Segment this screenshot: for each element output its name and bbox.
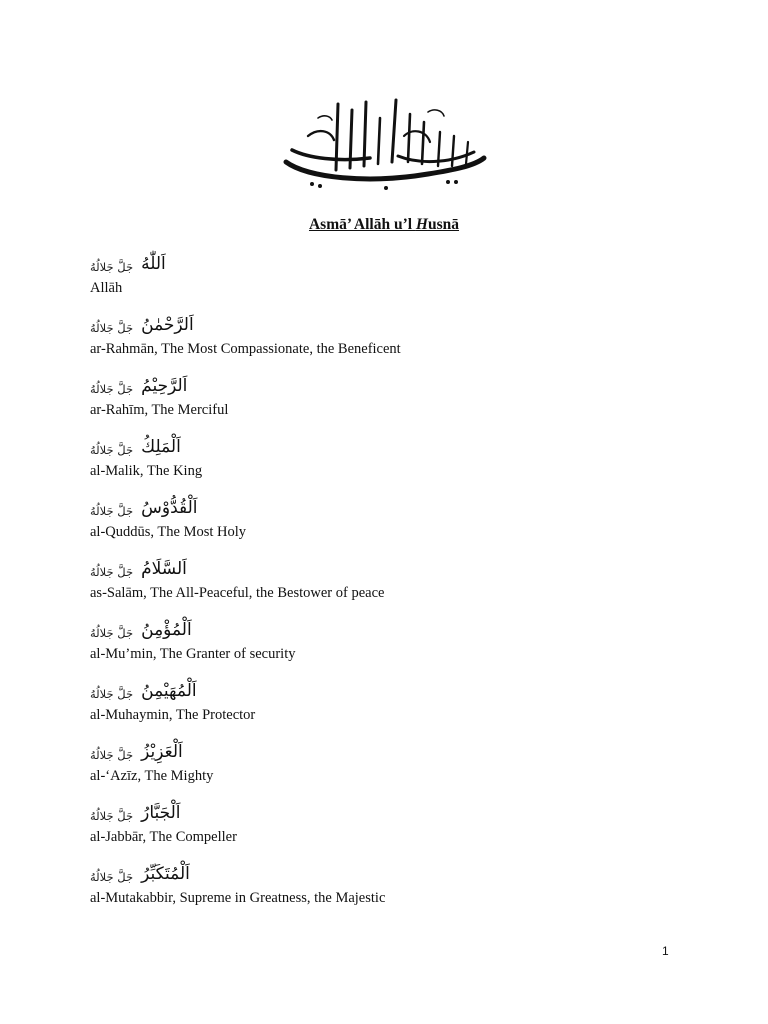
transliteration: ar-Rahmān, The Most Compassionate, the Beneficent [90, 341, 401, 357]
list-item [90, 739, 710, 800]
bismillah-calligraphy [278, 92, 492, 196]
jalla-jalaluhu-text: جَلَّ جَلالُهُ [90, 260, 134, 274]
arabic-name: اَلْقُدُّوْسُ [141, 498, 198, 518]
arabic-name: اَلسَّلَامُ [141, 559, 187, 579]
jalla-jalaluhu-text: جَلَّ جَلالُهُ [90, 748, 134, 762]
transliteration: al-Malik, The King [90, 463, 203, 479]
jalla-jalaluhu-text: جَلَّ جَلالُهُ [90, 870, 134, 884]
arabic-name: اَلْمُهَيْمِنُ [141, 681, 197, 701]
list-item [90, 861, 710, 922]
list-item [90, 800, 710, 861]
names-list [90, 251, 710, 922]
transliteration: al-Mu’min, The Granter of security [90, 646, 296, 662]
document-title: Asmā’ Allāh u’l Husnā [308, 216, 460, 233]
arabic-name: اَلْمُؤْمِنُ [141, 620, 192, 640]
jalla-jalaluhu-text: جَلَّ جَلالُهُ [90, 626, 134, 640]
transliteration: al-Mutakabbir, Supreme in Greatness, the Majestic [90, 890, 386, 906]
arabic-name: اَلْعَزِيْزُ [141, 742, 183, 762]
jalla-jalaluhu-text: جَلَّ جَلالُهُ [90, 565, 134, 579]
list-item [90, 251, 710, 312]
jalla-jalaluhu-text: جَلَّ جَلالُهُ [90, 321, 134, 335]
jalla-jalaluhu-text: جَلَّ جَلالُهُ [90, 687, 134, 701]
list-item [90, 678, 710, 739]
arabic-name: اَلرَّحْمٰنُ [141, 315, 194, 335]
transliteration: al-Jabbār, The Compeller [90, 829, 237, 845]
list-item [90, 434, 710, 495]
arabic-name: اَلْجَبَّارُ [141, 803, 181, 823]
arabic-name: اَللّٰهُ [141, 254, 166, 274]
list-item [90, 556, 710, 617]
jalla-jalaluhu-text: جَلَّ جَلالُهُ [90, 382, 134, 396]
list-item [90, 495, 710, 556]
list-item [90, 312, 710, 373]
page-number: 1 [662, 944, 669, 958]
jalla-jalaluhu-text: جَلَّ جَلالُهُ [90, 443, 134, 457]
arabic-name: اَلْمُتَكَبِّرُ [141, 864, 190, 884]
transliteration: al-‘Azīz, The Mighty [90, 768, 214, 784]
transliteration: al-Quddūs, The Most Holy [90, 524, 247, 540]
arabic-name: اَلْمَلِكُ [141, 437, 181, 457]
transliteration: as-Salām, The All-Peaceful, the Bestower of peace [90, 585, 385, 601]
list-item [90, 373, 710, 434]
transliteration: ar-Rahīm, The Merciful [90, 402, 229, 418]
list-item [90, 617, 710, 678]
arabic-name: اَلرَّحِيْمُ [141, 376, 188, 396]
jalla-jalaluhu-text: جَلَّ جَلالُهُ [90, 809, 134, 823]
transliteration: al-Muhaymin, The Protector [90, 707, 256, 723]
jalla-jalaluhu-text: جَلَّ جَلالُهُ [90, 504, 134, 518]
transliteration: Allāh [90, 280, 123, 296]
